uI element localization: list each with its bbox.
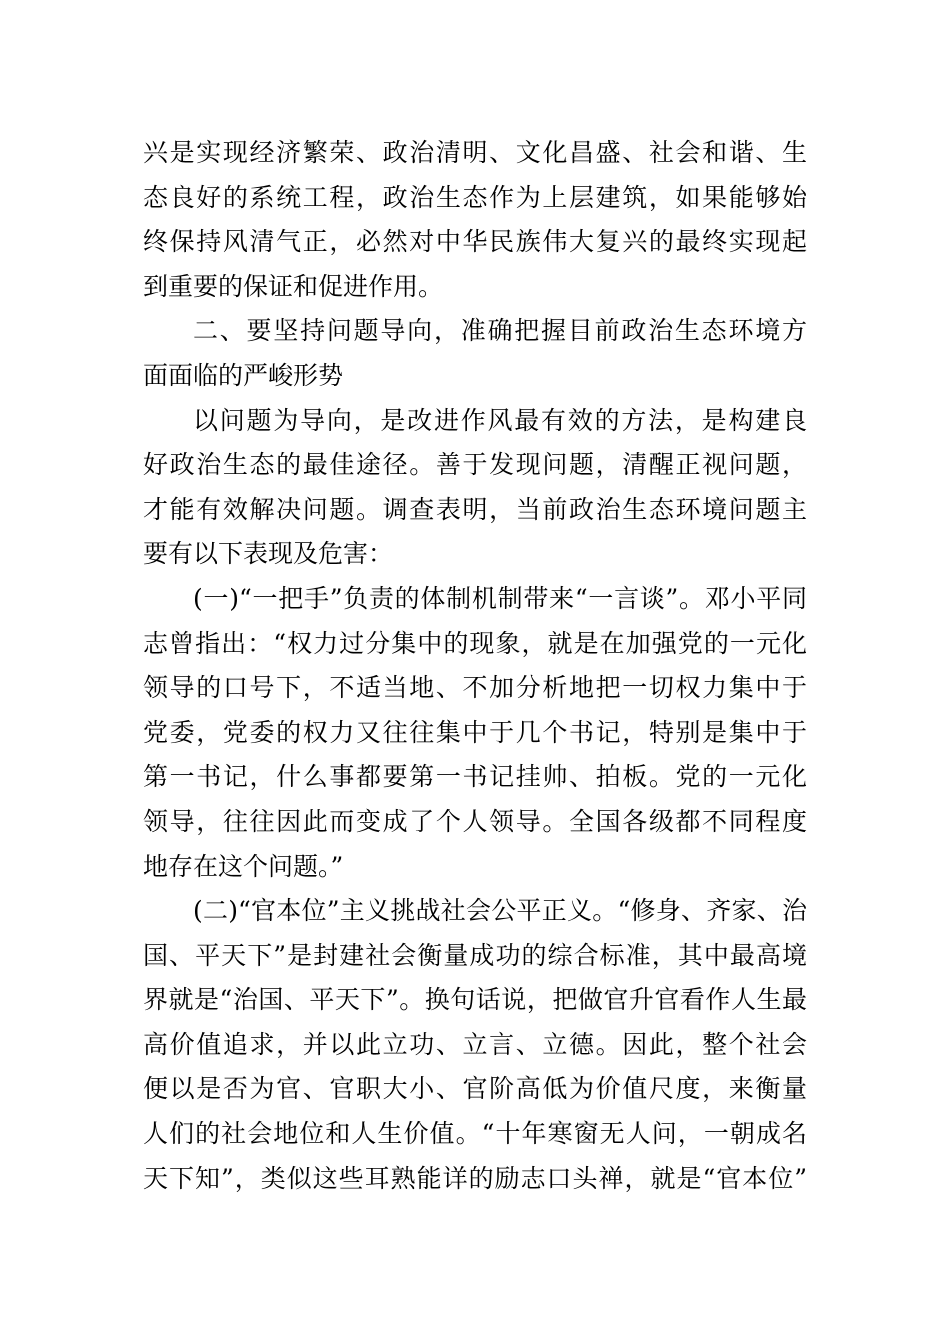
text-line: 界就是“治国、平天下”。换句话说，把做官升官看作人生最 (143, 985, 807, 1015)
text-line: 领导的口号下，不适当地、不加分析地把一切权力集中于 (143, 673, 807, 703)
paragraph-5 (143, 889, 807, 1201)
text-line: (二)“官本位”主义挑战社会公平正义。“修身、齐家、治 (193, 896, 807, 926)
text-line: 领导，往往因此而变成了个人领导。全国各级都不同程度 (143, 806, 807, 836)
text-line: 要有以下表现及危害： (143, 539, 394, 569)
text-line: 地存在这个问题。” (143, 851, 344, 881)
text-line: 面面临的严峻形势 (143, 360, 344, 390)
text-line: 以问题为导向，是改进作风最有效的方法，是构建良 (193, 405, 807, 435)
paragraph-4 (143, 577, 807, 889)
text-line: 天下知”，类似这些耳熟能详的励志口头禅，就是“官本位” (143, 1163, 807, 1193)
text-line: 才能有效解决问题。调查表明，当前政治生态环境问题主 (143, 494, 807, 524)
text-line: 好政治生态的最佳途径。善于发现问题，清醒正视问题， (143, 450, 807, 480)
text-line: 人们的社会地位和人生价值。“十年寒窗无人问，一朝成名 (143, 1119, 807, 1149)
text-line: 二、要坚持问题导向，准确把握目前政治生态环境方 (193, 316, 807, 346)
paragraph-1 (143, 131, 807, 309)
text-line: 便以是否为官、官职大小、官阶高低为价值尺度，来衡量 (143, 1074, 807, 1104)
paragraph-3 (143, 399, 807, 577)
text-line: 第一书记，什么事都要第一书记挂帅、拍板。党的一元化 (143, 762, 807, 792)
document-body (143, 131, 807, 1201)
text-line: 党委，党委的权力又往往集中于几个书记，特别是集中于 (143, 717, 807, 747)
section-heading-2 (143, 309, 807, 398)
text-line: 志曾指出：“权力过分集中的现象，就是在加强党的一元化 (143, 628, 807, 658)
text-line: 终保持风清气正，必然对中华民族伟大复兴的最终实现起 (143, 227, 807, 257)
text-line: (一)“一把手”负责的体制机制带来“一言谈”。邓小平同 (193, 583, 807, 613)
text-line: 高价值追求，并以此立功、立言、立德。因此，整个社会 (143, 1029, 807, 1059)
text-line: 到重要的保证和促进作用。 (143, 271, 444, 301)
text-line: 国、平天下”是封建社会衡量成功的综合标准，其中最高境 (143, 940, 807, 970)
text-line: 兴是实现经济繁荣、政治清明、文化昌盛、社会和谐、生 (143, 138, 807, 167)
text-line: 态良好的系统工程，政治生态作为上层建筑，如果能够始 (143, 182, 807, 212)
